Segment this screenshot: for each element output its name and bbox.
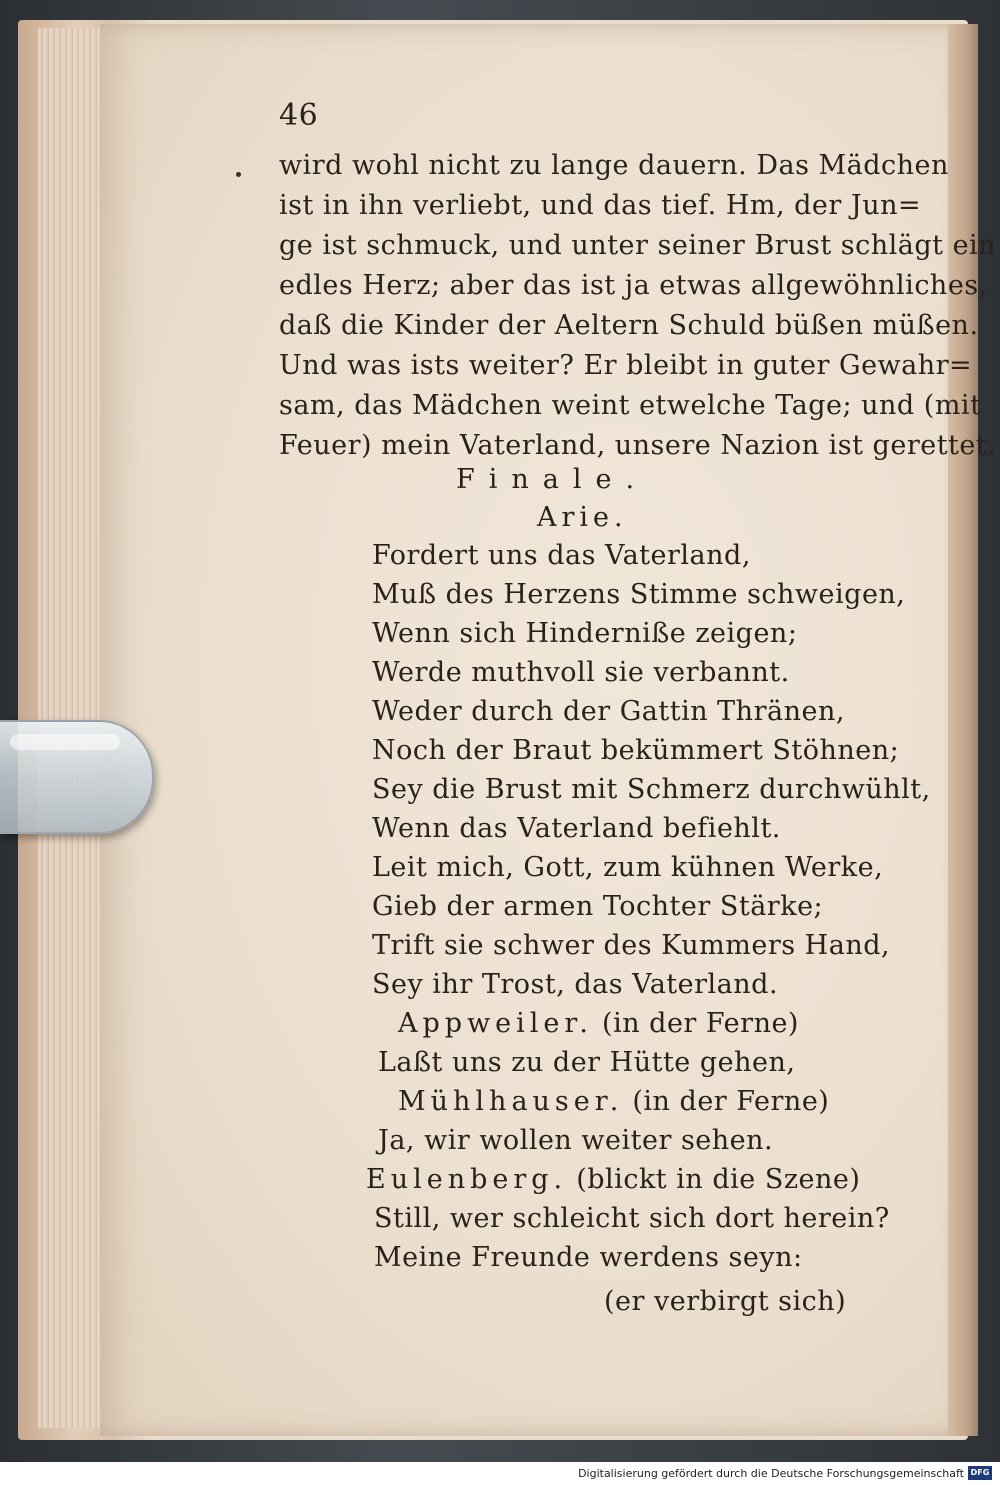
verse-line: Sey die Brust mit Schmerz durchwühlt, bbox=[372, 774, 931, 805]
stage-direction: (in der Ferne) bbox=[602, 1008, 799, 1039]
funding-credit: Digitalisierung gefördert durch die Deutsche Forschungsgemeinschaft bbox=[578, 1467, 964, 1480]
verse-line: Leit mich, Gott, zum kühnen Werke, bbox=[372, 852, 884, 883]
verse-line: Sey ihr Trost, das Vaterland. bbox=[372, 969, 779, 1000]
stage-direction: (in der Ferne) bbox=[632, 1086, 830, 1117]
heading-finale: Finale. bbox=[456, 464, 649, 495]
verse-line: Weder durch der Gattin Thränen, bbox=[372, 696, 845, 727]
verse-line: Gieb der armen Tochter Stärke; bbox=[372, 891, 824, 922]
prose-line: Und was ists weiter? Er bleibt in guter Gewahr= bbox=[279, 350, 973, 381]
heading-arie: Arie. bbox=[537, 502, 628, 533]
clip-highlight bbox=[10, 734, 120, 750]
verse-line: Wenn sich Hinderniße zeigen; bbox=[372, 618, 798, 649]
dialogue-line: Still, wer schleicht sich dort herein? bbox=[374, 1203, 890, 1234]
speaker-name: Mühlhauser. bbox=[398, 1086, 624, 1117]
verse-line: Muß des Herzens Stimme schweigen, bbox=[372, 579, 906, 610]
stage-direction: (er verbirgt sich) bbox=[604, 1286, 847, 1317]
prose-line: wird wohl nicht zu lange dauern. Das Mädchen bbox=[279, 150, 949, 181]
speaker-name: Appweiler. bbox=[398, 1008, 593, 1039]
prose-line: ge ist schmuck, und unter seiner Brust schlägt ein bbox=[279, 230, 997, 261]
prose-line: sam, das Mädchen weint etwelche Tage; und (mit bbox=[279, 390, 982, 421]
speaker-name: Eulenberg. bbox=[366, 1164, 568, 1195]
dialogue-cue bbox=[398, 1086, 829, 1117]
dialogue-cue bbox=[366, 1164, 860, 1195]
dialogue-cue bbox=[398, 1008, 799, 1039]
dialogue-line: Ja, wir wollen weiter sehen. bbox=[378, 1125, 774, 1156]
stage-direction: (blickt in die Szene) bbox=[576, 1164, 861, 1195]
verse-line: Fordert uns das Vaterland, bbox=[372, 540, 751, 571]
prose-line: daß die Kinder der Aeltern Schuld büßen müßen. bbox=[279, 310, 979, 341]
verse-line: Trift sie schwer des Kummers Hand, bbox=[372, 930, 891, 961]
prose-line: Feuer) mein Vaterland, unsere Nazion ist gerettet. bbox=[279, 430, 997, 461]
verse-line: Wenn das Vaterland befiehlt. bbox=[372, 813, 781, 844]
dfg-logo: DFG bbox=[968, 1466, 992, 1480]
page-number: 46 bbox=[279, 98, 319, 133]
page-clip bbox=[0, 720, 154, 834]
verse-line: Werde muthvoll sie verbannt. bbox=[372, 657, 790, 688]
prose-line: ist in ihn verliebt, und das tief. Hm, der Jun= bbox=[279, 190, 922, 221]
verse-line: Noch der Braut bekümmert Stöhnen; bbox=[372, 735, 900, 766]
dialogue-line: Meine Freunde werdens seyn: bbox=[374, 1242, 803, 1273]
prose-line: edles Herz; aber das ist ja etwas allgewöhnliches, bbox=[279, 270, 988, 301]
margin-dot bbox=[236, 172, 241, 177]
dialogue-line: Laßt uns zu der Hütte gehen, bbox=[378, 1047, 796, 1078]
